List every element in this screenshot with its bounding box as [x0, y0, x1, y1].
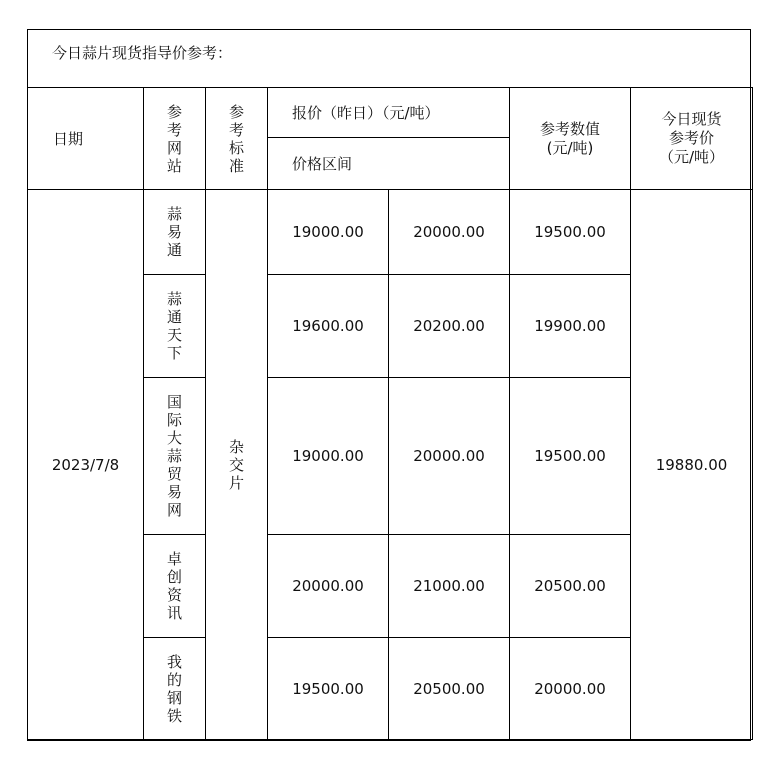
- header-today-line3: （元/吨）: [658, 148, 725, 166]
- header-site-label: 参考网站: [166, 102, 182, 175]
- price-high-cell: 20000.00: [389, 190, 510, 275]
- price-low-cell: 19000.00: [268, 190, 389, 275]
- ref-value-cell: 20000.00: [510, 638, 631, 740]
- price-low-cell: 19000.00: [268, 378, 389, 535]
- header-site: [144, 88, 206, 190]
- date-cell: 2023/7/8: [28, 190, 144, 740]
- ref-value-cell: 20500.00: [510, 535, 631, 638]
- site-name: 国际大蒜贸易网: [166, 393, 182, 519]
- price-high-cell: 20000.00: [389, 378, 510, 535]
- price-table: [27, 87, 753, 740]
- price-reference-document: [27, 29, 751, 741]
- site-cell: [144, 378, 206, 535]
- ref-value-cell: 19500.00: [510, 378, 631, 535]
- ref-value-cell: 19500.00: [510, 190, 631, 275]
- price-high-cell: 21000.00: [389, 535, 510, 638]
- standard-cell: [206, 190, 268, 740]
- price-high-cell: 20200.00: [389, 275, 510, 378]
- ref-value-cell: 19900.00: [510, 275, 631, 378]
- header-quote: 报价（昨日）（元/吨）: [268, 88, 510, 138]
- header-row-1: [28, 88, 753, 138]
- document-title: 今日蒜片现货指导价参考：: [52, 44, 233, 62]
- header-today-line2: 参考价: [668, 129, 714, 147]
- price-low-cell: 19500.00: [268, 638, 389, 740]
- site-cell: [144, 190, 206, 275]
- header-ref-value-line1: 参考数值: [539, 119, 600, 138]
- header-standard: [206, 88, 268, 190]
- header-standard-label: 参考标准: [228, 102, 244, 175]
- today-price-cell: 19880.00: [631, 190, 753, 740]
- standard-name: 杂交片: [228, 437, 244, 492]
- header-ref-value: [510, 88, 631, 190]
- header-range: 价格区间: [268, 138, 510, 190]
- site-cell: [144, 535, 206, 638]
- site-cell: [144, 638, 206, 740]
- title-row: [28, 30, 750, 88]
- price-high-cell: 20500.00: [389, 638, 510, 740]
- site-cell: [144, 275, 206, 378]
- table-row: [28, 190, 753, 275]
- site-name: 蒜通天下: [166, 290, 182, 362]
- price-low-cell: 20000.00: [268, 535, 389, 638]
- site-name: 卓创资讯: [166, 550, 182, 622]
- site-name: 我的钢铁: [166, 652, 182, 725]
- header-date: 日期: [28, 88, 144, 190]
- price-low-cell: 19600.00: [268, 275, 389, 378]
- header-ref-value-line2: (元/吨): [546, 138, 594, 157]
- site-name: 蒜易通: [166, 205, 182, 259]
- header-today-price: [631, 88, 753, 190]
- header-today-line1: 今日现货: [661, 110, 722, 128]
